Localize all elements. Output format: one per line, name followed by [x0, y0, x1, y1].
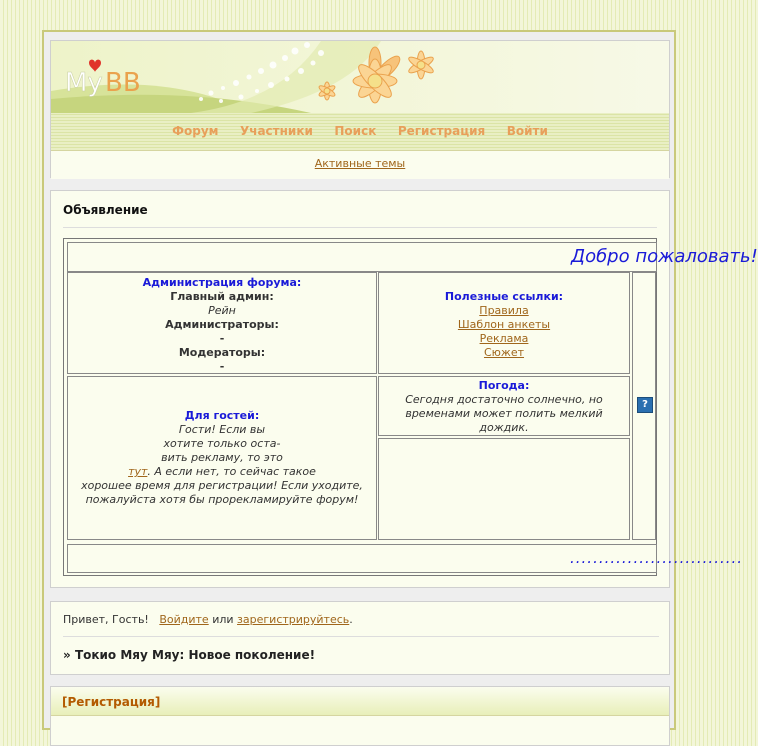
- guests-text-line: пожалуйста хотя бы прорекламируйте форум!: [85, 493, 359, 506]
- empty-cell: [378, 438, 630, 540]
- welcome-marquee: Добро пожаловать!: [571, 246, 758, 267]
- guests-cell: [67, 376, 377, 540]
- link-profile-template[interactable]: Шаблон анкеты: [457, 318, 551, 331]
- greeting-panel: [50, 601, 670, 675]
- guests-ad-link[interactable]: тут: [128, 465, 148, 478]
- link-plot[interactable]: Сюжет: [483, 346, 525, 359]
- divider: [63, 636, 659, 637]
- admin-heading: Администрация форума:: [142, 276, 302, 289]
- admin-cell: [67, 272, 377, 374]
- nav-register[interactable]: Регистрация: [397, 124, 486, 138]
- dots-marquee: ..............................: [570, 549, 744, 567]
- active-topics-link[interactable]: Активные темы: [314, 157, 406, 170]
- nav-forum[interactable]: Форум: [172, 124, 219, 138]
- announcement-table: [63, 238, 758, 576]
- guests-text-line: хотите только оста-: [163, 437, 281, 450]
- register-link[interactable]: зарегистрируйтесь: [237, 613, 350, 626]
- main-navbar: [51, 113, 669, 150]
- announcement-title: Объявление: [63, 203, 148, 217]
- mods-value: -: [219, 360, 225, 373]
- forum-header: [50, 40, 670, 178]
- help-icon[interactable]: ?: [637, 397, 653, 413]
- main-admin-label: Главный админ:: [170, 290, 274, 303]
- logo-bb: BB: [105, 68, 141, 98]
- mods-label: Модераторы:: [178, 346, 266, 359]
- weather-text-line: временами может полить мелкий: [405, 407, 603, 420]
- registration-panel: [50, 686, 670, 746]
- nav-login[interactable]: Войти: [506, 124, 548, 138]
- divider: [63, 227, 657, 228]
- breadcrumb: [63, 648, 315, 662]
- forum-title[interactable]: Токио Мяу Мяу: Новое поколение!: [74, 648, 316, 662]
- link-advertising[interactable]: Реклама: [479, 332, 529, 345]
- guests-text-line: хорошее время для регистрации! Если уходите,: [81, 479, 363, 492]
- page-wrapper: [42, 30, 758, 730]
- welcome-cell: [67, 242, 758, 272]
- side-cell: [632, 272, 656, 540]
- links-heading: Полезные ссылки:: [444, 290, 564, 303]
- weather-cell: [378, 376, 630, 436]
- admins-label: Администраторы:: [165, 318, 279, 331]
- greeting-period: .: [349, 613, 353, 626]
- guests-text-line: Гости! Если вы: [178, 423, 266, 436]
- guests-text-rest: . А если нет, то сейчас такое: [147, 465, 316, 478]
- main-admin-name: Рейн: [208, 304, 236, 317]
- nav-members[interactable]: Участники: [239, 124, 313, 138]
- login-link[interactable]: Войдите: [159, 613, 209, 626]
- link-rules[interactable]: Правила: [479, 304, 529, 317]
- weather-text-line: Сегодня достаточно солнечно, но: [405, 393, 603, 406]
- registration-title: [Регистрация]: [62, 695, 161, 709]
- breadcrumb-arrow: »: [63, 648, 71, 662]
- nav-search[interactable]: Поиск: [334, 124, 377, 138]
- dots-cell: [67, 544, 744, 573]
- weather-heading: Погода:: [478, 379, 530, 392]
- guests-text-line: вить рекламу, то это: [161, 451, 283, 464]
- guests-heading: Для гостей:: [184, 409, 260, 422]
- subnav: [51, 150, 669, 179]
- greeting-line: [63, 613, 353, 626]
- useful-links-cell: [378, 272, 630, 374]
- greeting-hello: Привет, Гость!: [63, 613, 149, 626]
- greeting-or: или: [212, 613, 234, 626]
- weather-text-line: дождик.: [479, 421, 529, 434]
- logo-my: My: [65, 68, 103, 98]
- header-banner: [51, 41, 669, 113]
- announcement-panel: [50, 190, 758, 588]
- admins-value: -: [219, 332, 225, 345]
- registration-header: [51, 687, 669, 716]
- guests-text-line: [68, 465, 376, 479]
